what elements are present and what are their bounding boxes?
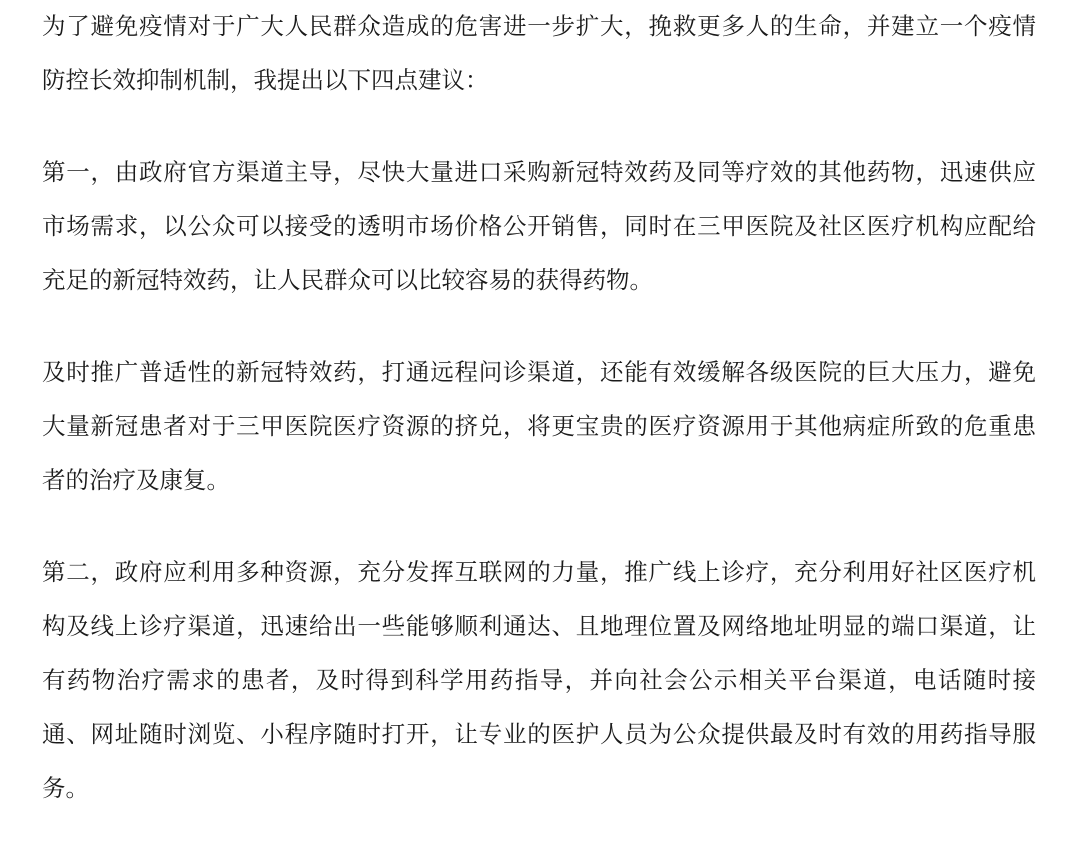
text-line: 者的治疗及康复。 xyxy=(42,466,230,494)
text-line: 第一，由政府官方渠道主导，尽快大量进口采购新冠特效药及同等疗效的其他药物，迅速供应 xyxy=(42,158,1036,186)
text-line: 充足的新冠特效药，让人民群众可以比较容易的获得药物。 xyxy=(42,266,653,294)
text-line: 有药物治疗需求的患者，及时得到科学用药指导，并向社会公示相关平台渠道，电话随时接 xyxy=(42,666,1036,694)
paragraph-first-suggestion-detail xyxy=(42,345,1036,507)
text-line: 大量新冠患者对于三甲医院医疗资源的挤兑，将更宝贵的医疗资源用于其他病症所致的危重患 xyxy=(42,412,1036,440)
paragraph-first-suggestion xyxy=(42,145,1036,307)
text-line: 构及线上诊疗渠道，迅速给出一些能够顺利通达、且地理位置及网络地址明显的端口渠道，让 xyxy=(42,612,1036,640)
text-line: 务。 xyxy=(42,774,89,802)
paragraph-intro xyxy=(42,0,1036,107)
text-line: 为了避免疫情对于广大人民群众造成的危害进一步扩大，挽救更多人的生命，并建立一个疫情 xyxy=(42,12,1036,40)
paragraph-second-suggestion xyxy=(42,545,1036,815)
text-line: 市场需求，以公众可以接受的透明市场价格公开销售，同时在三甲医院及社区医疗机构应配给 xyxy=(42,212,1036,240)
document-body xyxy=(42,0,1036,853)
text-line: 第二，政府应利用多种资源，充分发挥互联网的力量，推广线上诊疗，充分利用好社区医疗机 xyxy=(42,558,1036,586)
text-line: 通、网址随时浏览、小程序随时打开，让专业的医护人员为公众提供最及时有效的用药指导服 xyxy=(42,720,1036,748)
text-line: 防控长效抑制机制，我提出以下四点建议： xyxy=(42,66,489,94)
text-line: 及时推广普适性的新冠特效药，打通远程问诊渠道，还能有效缓解各级医院的巨大压力，避免 xyxy=(42,358,1036,386)
